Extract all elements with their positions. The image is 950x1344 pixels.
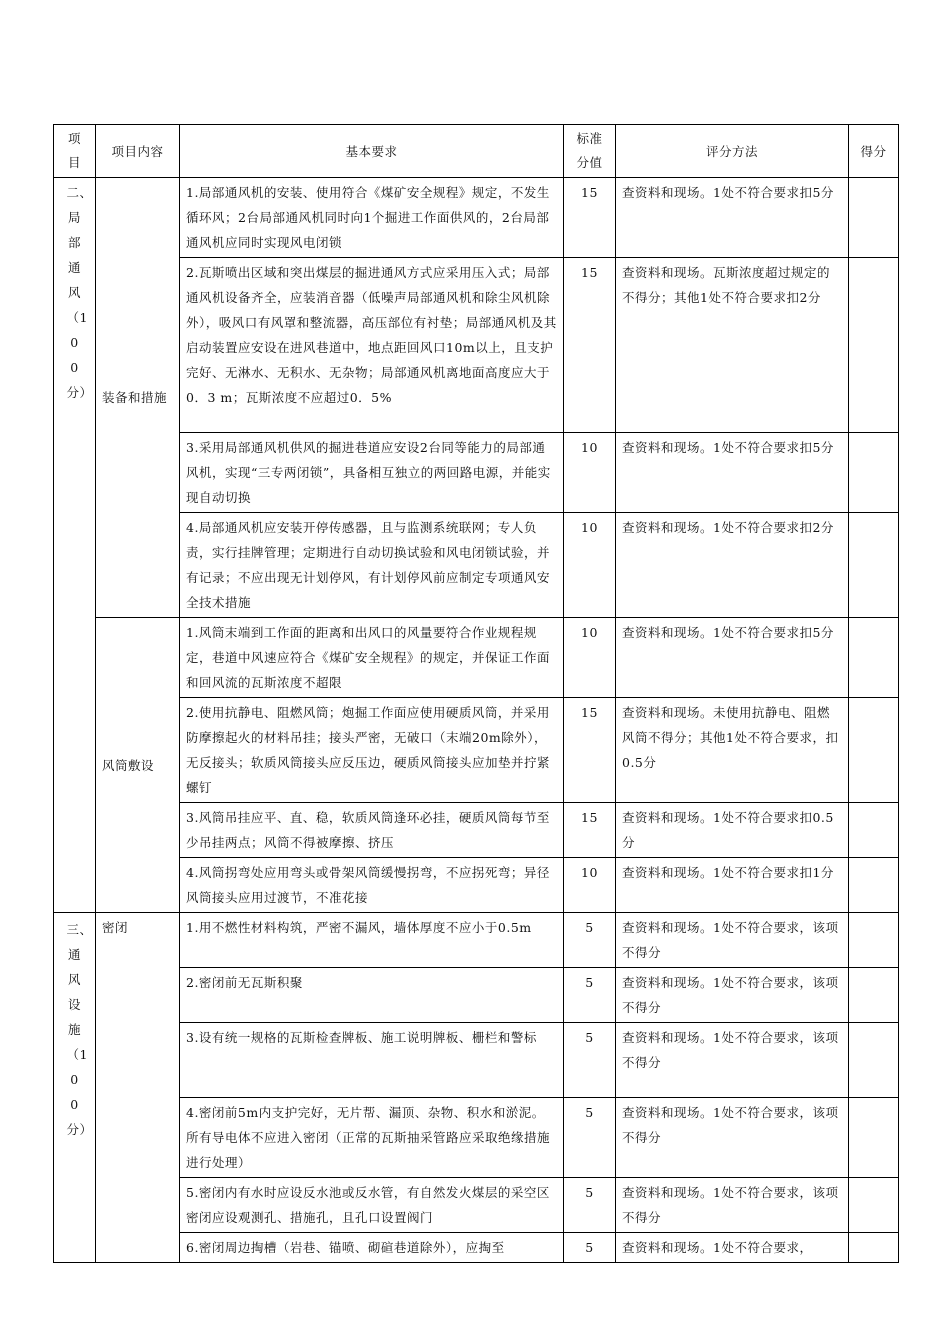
- method-cell: 查资料和现场。未使用抗静电、阻燃风筒不得分；其他1处不符合要求，扣0.5分: [616, 698, 849, 803]
- score-cell: 5: [564, 1178, 616, 1233]
- category-ventilation-facilities: 三、通风设施（100分）: [54, 913, 96, 1263]
- obtained-cell[interactable]: [849, 1178, 899, 1233]
- method-cell: 查资料和现场。1处不符合要求，该项不得分: [616, 1023, 849, 1098]
- item-duct-laying: 风筒敷设: [96, 618, 180, 913]
- item-equipment-measures: 装备和措施: [96, 178, 180, 618]
- method-cell: 查资料和现场。1处不符合要求扣5分: [616, 178, 849, 258]
- score-cell: 15: [564, 258, 616, 433]
- requirement-cell: 3.风筒吊挂应平、直、稳，软质风筒逢环必挂，硬质风筒每节至少吊挂两点；风筒不得被摩擦、挤压: [180, 803, 564, 858]
- obtained-cell[interactable]: [849, 433, 899, 513]
- table-row: [54, 258, 899, 433]
- table-row: [54, 178, 899, 258]
- table-row: [54, 618, 899, 698]
- table-row: [54, 858, 899, 913]
- method-cell: 查资料和现场。1处不符合要求，该项不得分: [616, 1178, 849, 1233]
- table-row: [54, 803, 899, 858]
- obtained-cell[interactable]: [849, 258, 899, 433]
- score-cell: 5: [564, 1023, 616, 1098]
- requirement-cell: 1.风筒末端到工作面的距离和出风口的风量要符合作业规程规定，巷道中风速应符合《煤矿安全规程》的规定，并保证工作面和回风流的瓦斯浓度不超限: [180, 618, 564, 698]
- score-cell: 5: [564, 1233, 616, 1263]
- table-header-row: [54, 125, 899, 178]
- obtained-cell[interactable]: [849, 858, 899, 913]
- score-cell: 10: [564, 858, 616, 913]
- requirement-cell: 2.密闭前无瓦斯积聚: [180, 968, 564, 1023]
- obtained-cell[interactable]: [849, 178, 899, 258]
- obtained-cell[interactable]: [849, 698, 899, 803]
- score-cell: 10: [564, 513, 616, 618]
- header-item-content: 项目内容: [96, 125, 180, 178]
- requirement-cell: 3.设有统一规格的瓦斯检查牌板、施工说明牌板、栅栏和警标: [180, 1023, 564, 1098]
- table-row: [54, 913, 899, 968]
- table-row: [54, 698, 899, 803]
- requirement-cell: 6.密闭周边掏槽（岩巷、锚喷、砌碹巷道除外），应掏至: [180, 1233, 564, 1263]
- header-scoring-method: 评分方法: [616, 125, 849, 178]
- method-cell: 查资料和现场。1处不符合要求，: [616, 1233, 849, 1263]
- requirement-cell: 2.使用抗静电、阻燃风筒；炮掘工作面应使用硬质风筒，并采用防摩擦起火的材料吊挂；接头严密，无破口（末端20m除外），无反接头；软质风筒接头应反压边，硬质风筒接头应加垫并拧紧螺钉: [180, 698, 564, 803]
- obtained-cell[interactable]: [849, 1023, 899, 1098]
- obtained-cell[interactable]: [849, 803, 899, 858]
- requirement-cell: 1.局部通风机的安装、使用符合《煤矿安全规程》规定，不发生循环风；2台局部通风机同时向1个掘进工作面供风的，2台局部通风机应同时实现风电闭锁: [180, 178, 564, 258]
- requirement-cell: 2.瓦斯喷出区域和突出煤层的掘进通风方式应采用压入式；局部通风机设备齐全，应装消音器（低噪声局部通风机和除尘风机除外），吸风口有风罩和整流器，高压部位有衬垫；局部通风机及其启动装置应安设在进风巷道中，地点距回风口10m以上，且支护完好、无淋水、无积水、无杂物；局部通风机离地面高度应大于0．3 m；瓦斯浓度不应超过0．5%: [180, 258, 564, 433]
- method-cell: 查资料和现场。1处不符合要求扣5分: [616, 618, 849, 698]
- table-row: [54, 433, 899, 513]
- table-row: [54, 1023, 899, 1098]
- table-row: [54, 513, 899, 618]
- obtained-cell[interactable]: [849, 618, 899, 698]
- method-cell: 查资料和现场。1处不符合要求扣0.5分: [616, 803, 849, 858]
- table-row: [54, 1098, 899, 1178]
- category-local-ventilation: 二、局部通风（100分）: [54, 178, 96, 913]
- method-cell: 查资料和现场。瓦斯浓度超过规定的不得分；其他1处不符合要求扣2分: [616, 258, 849, 433]
- header-basic-requirements: 基本要求: [180, 125, 564, 178]
- score-cell: 15: [564, 803, 616, 858]
- requirement-cell: 4.局部通风机应安装开停传感器，且与监测系统联网；专人负责，实行挂牌管理；定期进行自动切换试验和风电闭锁试验，并有记录；不应出现无计划停风，有计划停风前应制定专项通风安全技术措施: [180, 513, 564, 618]
- method-cell: 查资料和现场。1处不符合要求扣1分: [616, 858, 849, 913]
- method-cell: 查资料和现场。1处不符合要求，该项不得分: [616, 968, 849, 1023]
- requirement-cell: 5.密闭内有水时应设反水池或反水管，有自然发火煤层的采空区密闭应设观测孔、措施孔，且孔口设置阀门: [180, 1178, 564, 1233]
- obtained-cell[interactable]: [849, 1098, 899, 1178]
- score-cell: 5: [564, 968, 616, 1023]
- score-cell: 5: [564, 1098, 616, 1178]
- score-cell: 5: [564, 913, 616, 968]
- scoring-table: [53, 124, 899, 1263]
- obtained-cell[interactable]: [849, 513, 899, 618]
- item-seal: 密闭: [96, 913, 180, 1263]
- method-cell: 查资料和现场。1处不符合要求，该项不得分: [616, 1098, 849, 1178]
- method-cell: 查资料和现场。1处不符合要求扣2分: [616, 513, 849, 618]
- header-standard-score: 标准分值: [564, 125, 616, 178]
- obtained-cell[interactable]: [849, 1233, 899, 1263]
- table-row: [54, 1178, 899, 1233]
- score-cell: 10: [564, 618, 616, 698]
- requirement-cell: 4.密闭前5m内支护完好，无片帮、漏顶、杂物、积水和淤泥。所有导电体不应进入密闭（正常的瓦斯抽采管路应采取绝缘措施进行处理）: [180, 1098, 564, 1178]
- method-cell: 查资料和现场。1处不符合要求扣5分: [616, 433, 849, 513]
- requirement-cell: 3.采用局部通风机供风的掘进巷道应安设2台同等能力的局部通风机，实现“三专两闭锁”，具备相互独立的两回路电源，并能实现自动切换: [180, 433, 564, 513]
- score-cell: 10: [564, 433, 616, 513]
- header-project: 项目: [54, 125, 96, 178]
- score-cell: 15: [564, 698, 616, 803]
- requirement-cell: 4.风筒拐弯处应用弯头或骨架风筒缓慢拐弯，不应拐死弯；异径风筒接头应用过渡节，不准花接: [180, 858, 564, 913]
- obtained-cell[interactable]: [849, 968, 899, 1023]
- obtained-cell[interactable]: [849, 913, 899, 968]
- table-row: [54, 968, 899, 1023]
- table-row: [54, 1233, 899, 1263]
- requirement-cell: 1.用不燃性材料构筑，严密不漏风，墙体厚度不应小于0.5m: [180, 913, 564, 968]
- method-cell: 查资料和现场。1处不符合要求，该项不得分: [616, 913, 849, 968]
- header-score-obtained: 得分: [849, 125, 899, 178]
- score-cell: 15: [564, 178, 616, 258]
